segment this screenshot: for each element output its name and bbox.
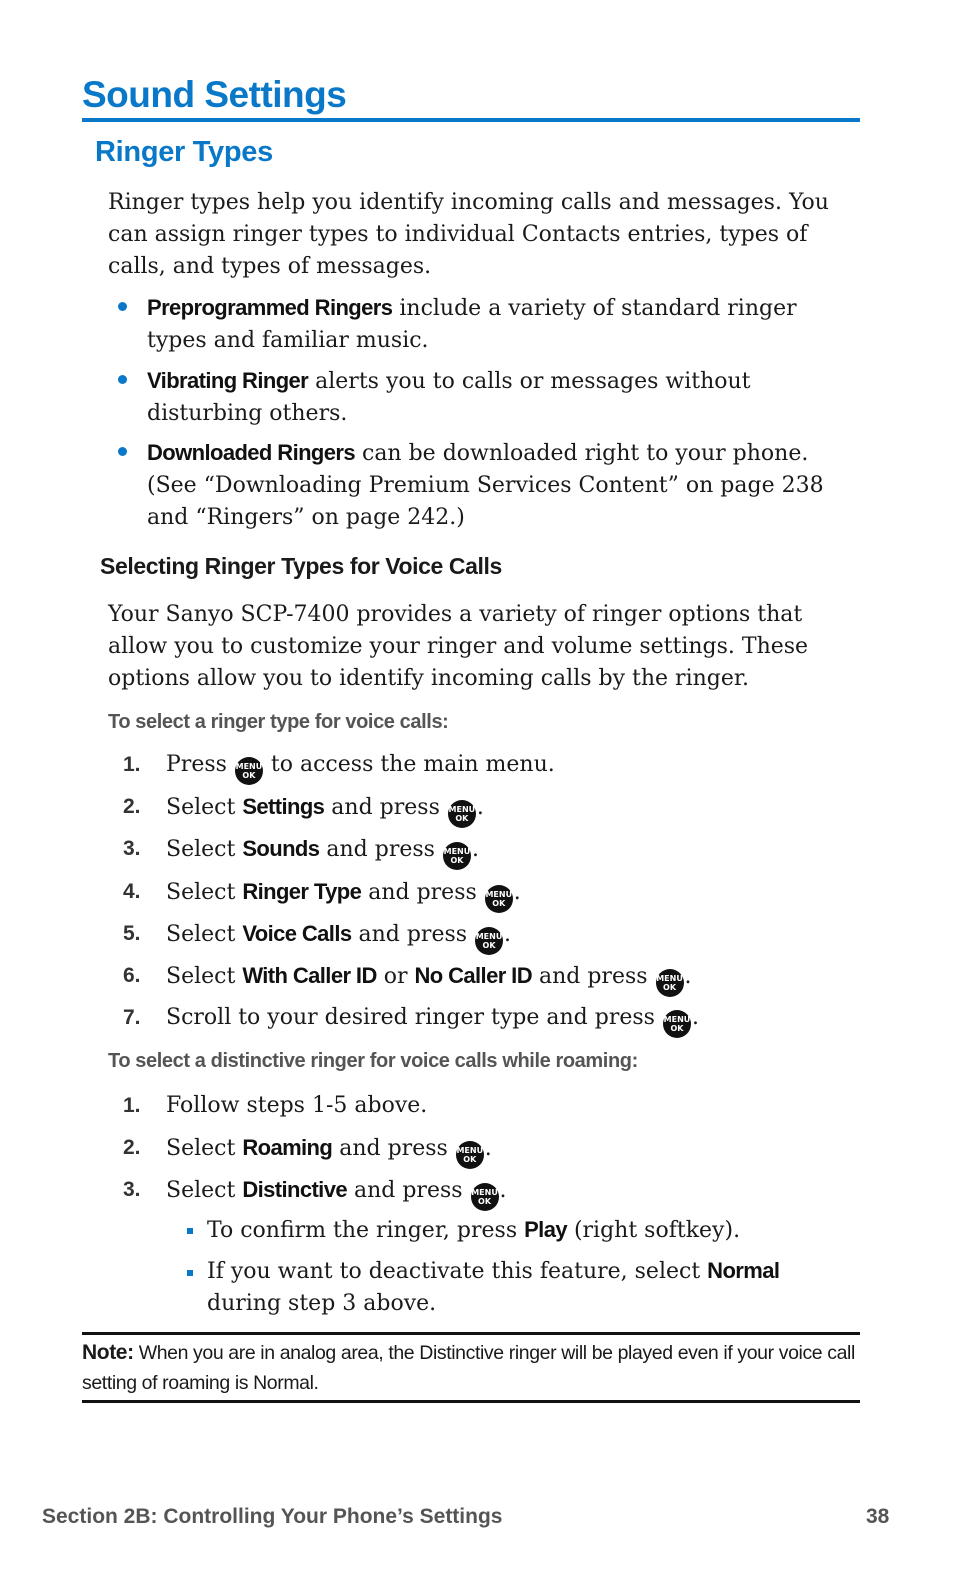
sub-bullet-item: To confirm the ringer, press Play (right softkey). (207, 1217, 741, 1243)
note-label: Note: (82, 1341, 134, 1364)
menu-term: No Caller ID (414, 963, 532, 988)
step-text: Select Sounds and press MENU OK . (166, 833, 479, 870)
step-number: 1. (123, 753, 141, 776)
menu-term: Settings (242, 794, 325, 819)
step-number: 3. (123, 1178, 141, 1201)
step-number: 1. (123, 1094, 141, 1117)
sub-bullet-square (187, 1228, 193, 1234)
step-text: Select Distinctive and press MENU OK . (166, 1174, 507, 1211)
step-number: 2. (123, 795, 141, 818)
bullet-dot (118, 447, 127, 456)
step-number: 6. (123, 964, 141, 987)
menu-term: Roaming (242, 1135, 333, 1160)
bullet-term: Vibrating Ringer (147, 368, 309, 393)
step-text: Select Ringer Type and press MENU OK . (166, 876, 521, 913)
sub-bullet-item: If you want to deactivate this feature, select Normal during step 3 above. (207, 1258, 780, 1316)
setting-term: Normal (707, 1258, 780, 1283)
footer-section: Section 2B: Controlling Your Phone’s Settings (42, 1505, 503, 1528)
procedure-heading: To select a distinctive ringer for voice calls while roaming: (108, 1050, 638, 1072)
step-text: Scroll to your desired ringer type and press MENU OK . (166, 1002, 699, 1038)
menu-term: Sounds (242, 836, 320, 861)
step-pre: Press (166, 752, 234, 777)
bullet-term: Downloaded Ringers (147, 440, 355, 465)
bullet-item (147, 365, 860, 430)
subsection-paragraph: Your Sanyo SCP-7400 provides a variety of ringer options that allow you to customize your ringer and volume settings. These options allow you to identify incoming calls by the ringer. (108, 602, 809, 691)
step-number: 5. (123, 922, 141, 945)
step-number: 3. (123, 837, 141, 860)
menu-ok-key-icon: MENU OK (443, 842, 471, 870)
menu-ok-key-icon: MENU OK (656, 969, 684, 997)
note-bottom-rule (82, 1400, 860, 1403)
menu-term: Ringer Type (242, 879, 362, 904)
menu-ok-key-icon: MENU OK (485, 885, 513, 913)
bullet-dot (118, 375, 127, 384)
bullet-item (147, 292, 860, 357)
bullet-text: can be downloaded right to your phone. (See “Downloading Premium Services Content” on page 238 and “Ringers” on page 242.) (147, 441, 824, 530)
step-text: Select Settings and press MENU OK . (166, 791, 484, 828)
menu-ok-key-icon: MENU OK (456, 1141, 484, 1169)
step-text: Select With Caller ID or No Caller ID and press MENU OK . (166, 960, 692, 997)
page-number: 38 (866, 1505, 890, 1528)
title-rule (82, 118, 860, 122)
note-top-rule (82, 1332, 860, 1335)
procedure-heading: To select a ringer type for voice calls: (108, 711, 449, 733)
menu-ok-key-icon: MENU OK (475, 927, 503, 955)
step-text (166, 749, 555, 785)
menu-ok-key-icon: MENU OK (663, 1010, 691, 1038)
menu-term: With Caller ID (242, 963, 377, 988)
bullet-text: include a variety of standard ringer types and familiar music. (147, 296, 797, 353)
step-text: Select Roaming and press MENU OK . (166, 1132, 492, 1169)
bullet-item (147, 437, 860, 534)
step-number: 2. (123, 1136, 141, 1159)
menu-ok-key-icon: MENU OK (471, 1183, 499, 1211)
step-number: 4. (123, 880, 141, 903)
menu-ok-key-icon: MENU OK (235, 757, 263, 785)
note (82, 1338, 860, 1398)
subsection-title: Selecting Ringer Types for Voice Calls (100, 553, 502, 579)
intro-paragraph: Ringer types help you identify incoming calls and messages. You can assign ringer types to individual Contacts entries, types of calls, and types of messages. (108, 190, 829, 279)
softkey-term: Play (524, 1217, 567, 1242)
menu-term: Voice Calls (242, 921, 352, 946)
bullet-text: alerts you to calls or messages without disturbing others. (147, 369, 751, 426)
step-number: 7. (123, 1006, 141, 1029)
note-text: When you are in analog area, the Distinctive ringer will be played even if your voice call setting of roaming is Normal. (82, 1342, 855, 1394)
bullet-dot (118, 302, 127, 311)
step-post: to access the main menu. (263, 752, 555, 777)
step-text: Follow steps 1-5 above. (166, 1093, 428, 1118)
sub-bullet-square (187, 1270, 193, 1276)
menu-term: Distinctive (242, 1177, 347, 1202)
menu-ok-key-icon: MENU OK (448, 800, 476, 828)
bullet-term: Preprogrammed Ringers (147, 295, 393, 320)
page-title: Sound Settings (82, 74, 347, 115)
step-text: Select Voice Calls and press MENU OK . (166, 918, 511, 955)
section-title: Ringer Types (95, 136, 273, 168)
